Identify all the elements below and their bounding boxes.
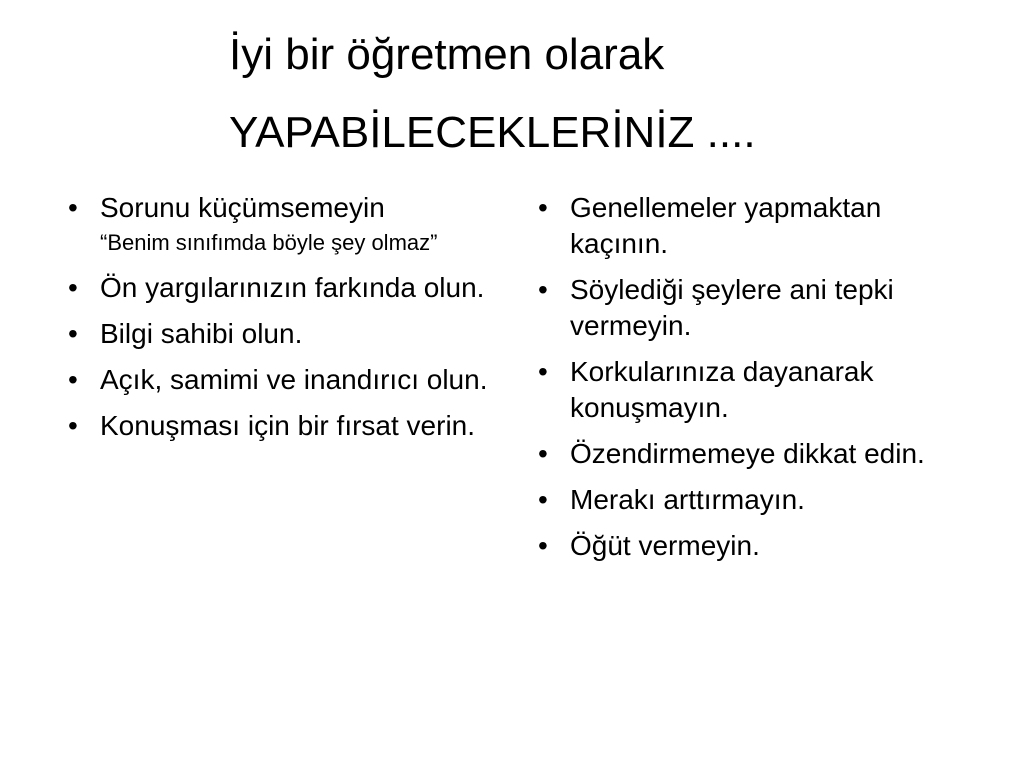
bullet-item <box>538 436 978 472</box>
right-bullet-list <box>538 190 978 574</box>
bullet-text: Merakı arttırmayın. <box>570 484 805 515</box>
bullet-marker: • <box>538 438 548 469</box>
bullet-marker: • <box>68 364 78 395</box>
bullet-item <box>538 482 978 518</box>
bullet-item <box>538 190 978 262</box>
bullet-text: Öğüt vermeyin. <box>570 530 760 561</box>
bullet-marker: • <box>68 410 78 441</box>
bullet-item <box>68 408 508 444</box>
bullet-marker: • <box>68 318 78 349</box>
bullet-text: Konuşması için bir fırsat verin. <box>100 410 476 441</box>
bullet-item <box>68 270 508 306</box>
bullet-marker: • <box>538 484 548 515</box>
bullet-item <box>68 362 508 398</box>
bullet-item <box>538 528 978 564</box>
bullet-text: Açık, samimi ve inandırıcı olun. <box>100 364 488 395</box>
bullet-text: Sorunu küçümsemeyin <box>100 192 385 223</box>
bullet-marker: • <box>538 274 548 305</box>
bullet-text: Genellemeler yapmaktan kaçının. <box>570 192 882 259</box>
bullet-text: Özendirmemeye dikkat edin. <box>570 438 925 469</box>
bullet-text: Bilgi sahibi olun. <box>100 318 303 349</box>
bullet-marker: • <box>538 356 548 387</box>
bullet-marker: • <box>68 272 78 303</box>
bullet-subtext: “Benim sınıfımda böyle şey olmaz” <box>100 230 438 255</box>
bullet-item <box>538 272 978 344</box>
bullet-text: Korkularınıza dayanarak konuşmayın. <box>570 356 874 423</box>
bullet-item <box>68 316 508 352</box>
bullet-item <box>538 354 978 426</box>
left-bullet-list <box>68 190 508 454</box>
bullet-marker: • <box>538 530 548 561</box>
bullet-marker: • <box>538 192 548 223</box>
bullet-marker: • <box>68 192 78 223</box>
title-line-1: İyi bir öğretmen olarak <box>229 30 665 79</box>
bullet-text: Söylediği şeylere ani tepki vermeyin. <box>570 274 894 341</box>
title-line-2: YAPABİLECEKLERİNİZ .... <box>229 108 756 157</box>
bullet-item <box>68 190 508 260</box>
bullet-text: Ön yargılarınızın farkında olun. <box>100 272 485 303</box>
